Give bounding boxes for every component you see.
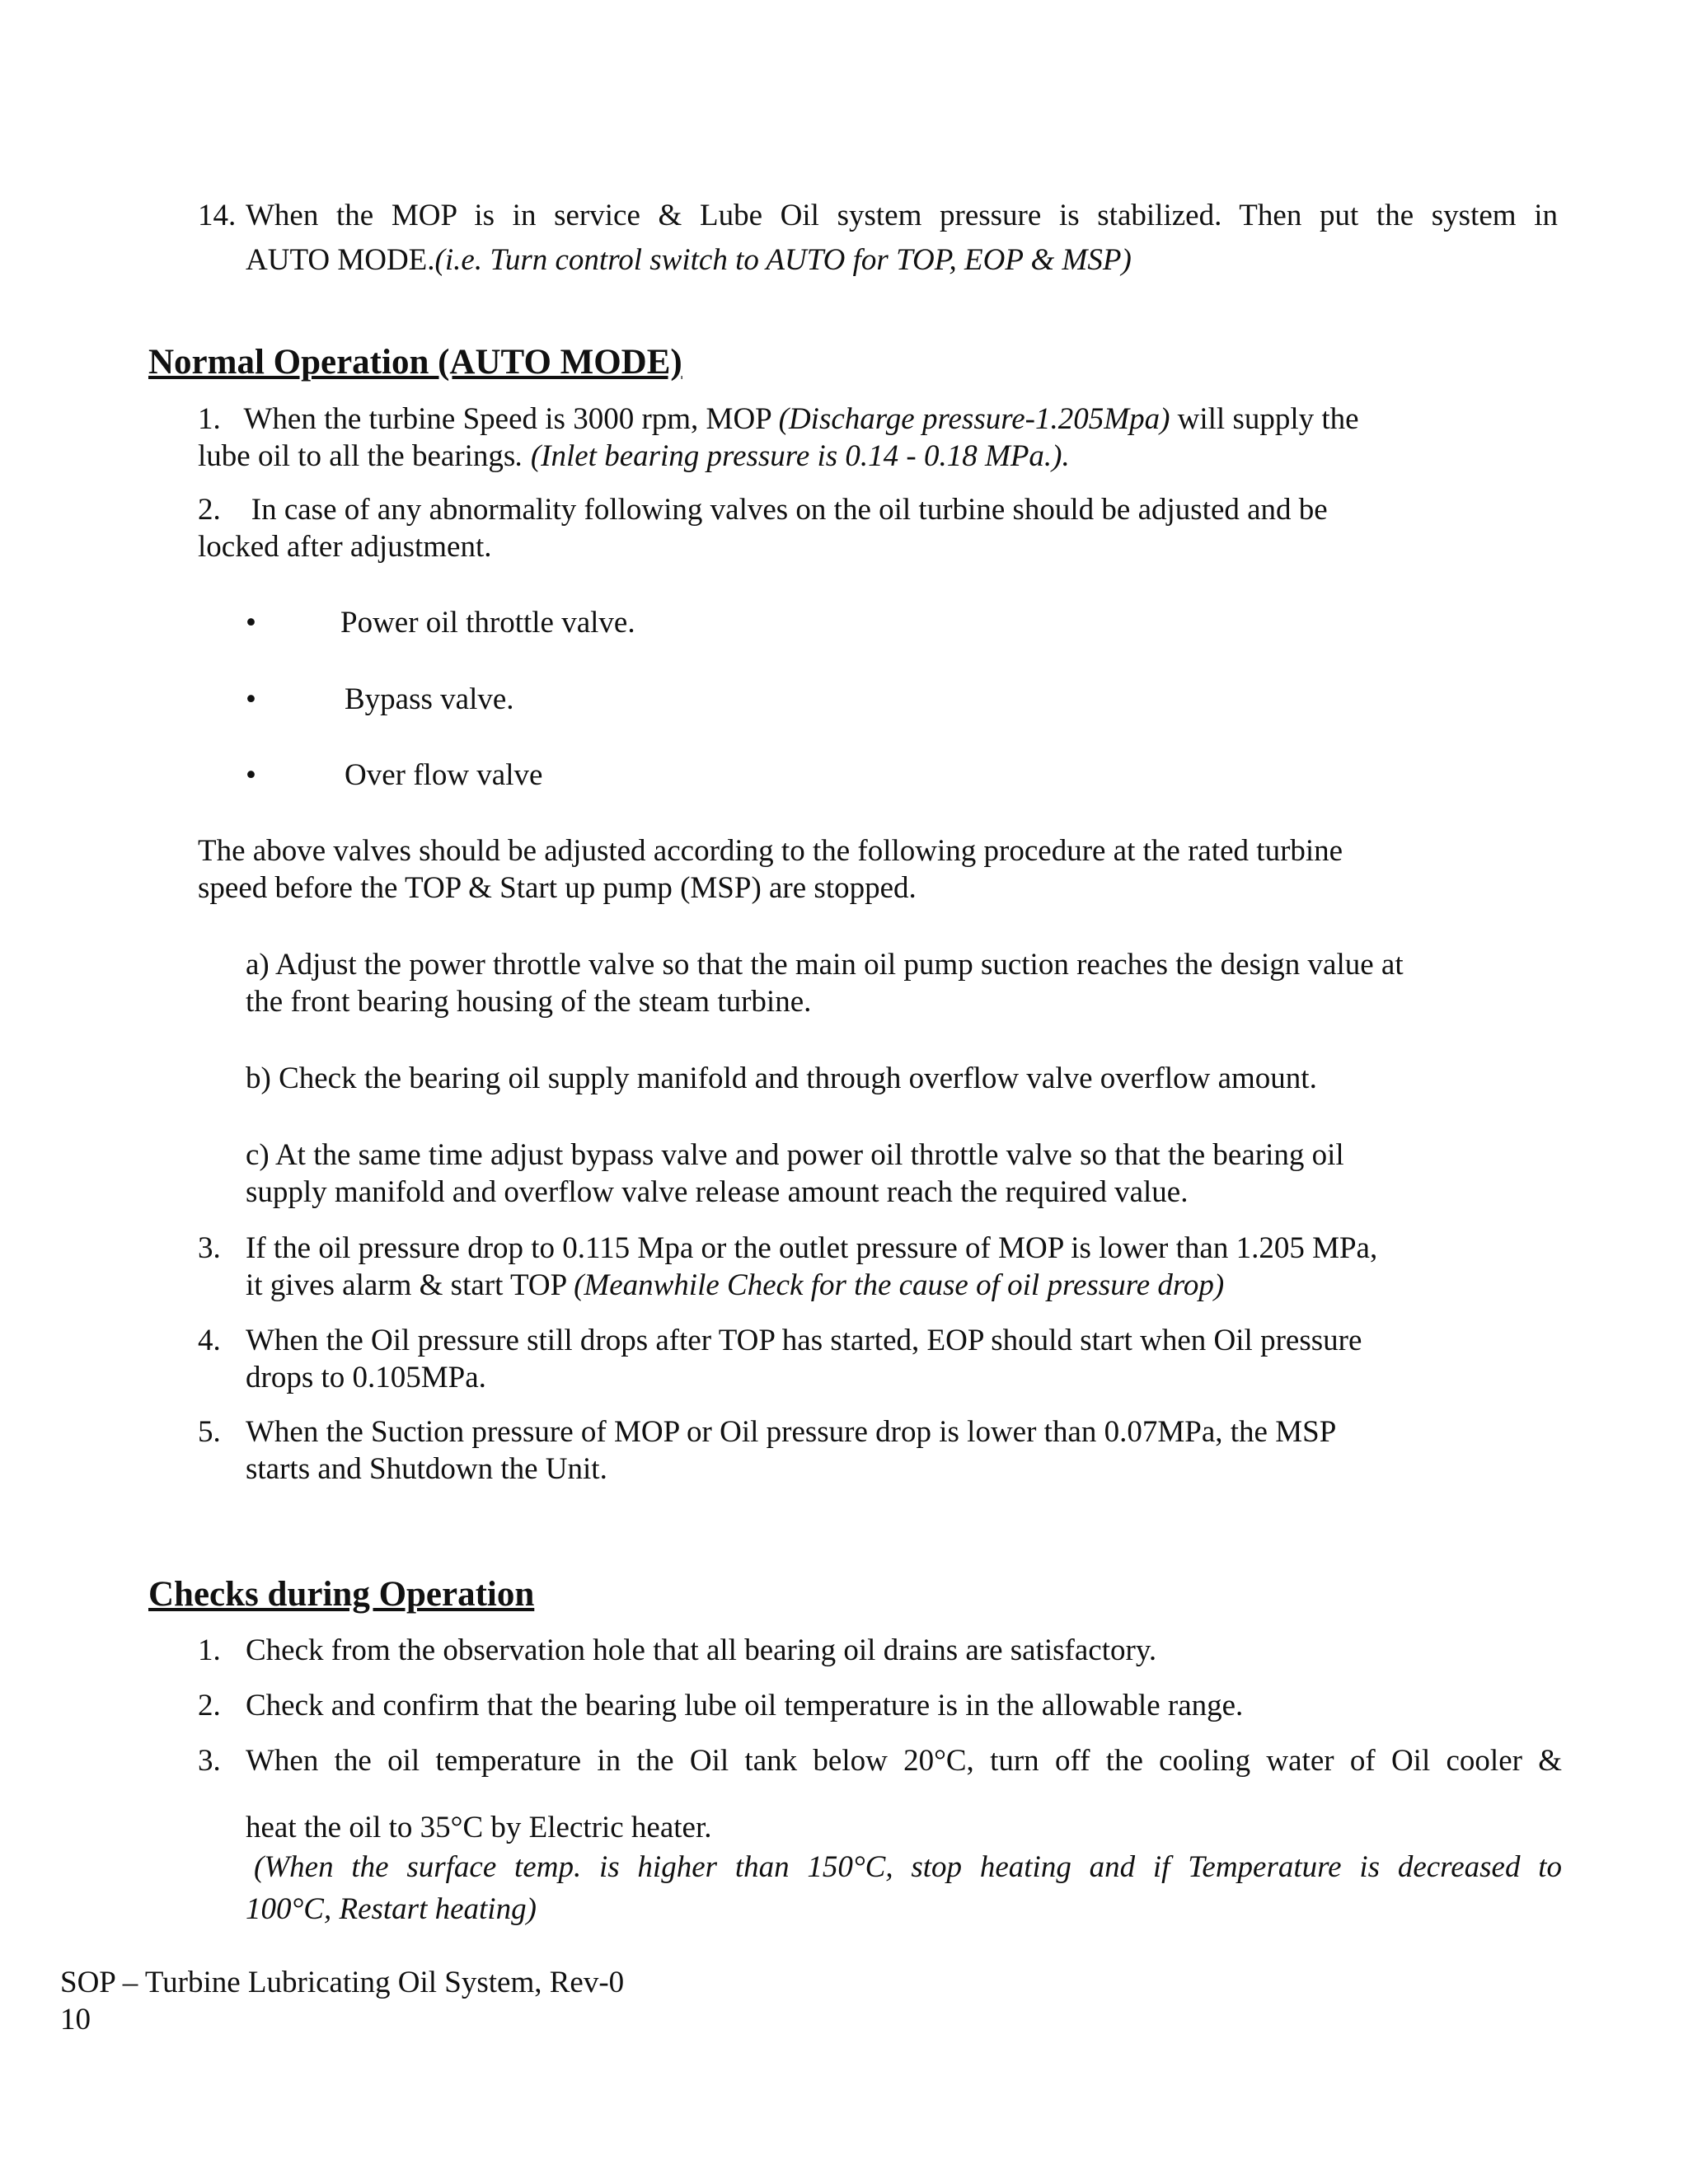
section-heading-normal-operation: Normal Operation (AUTO MODE) bbox=[148, 343, 682, 382]
normal-item5-line2: starts and Shutdown the Unit. bbox=[246, 1452, 607, 1486]
normal-item1-line2-note: (Inlet bearing pressure is 0.14 - 0.18 MPa.). bbox=[530, 439, 1070, 473]
step-c-line2: supply manifold and overflow valve release amount reach the required value. bbox=[246, 1175, 1189, 1209]
normal-item1-text-a: When the turbine Speed is 3000 rpm, MOP bbox=[243, 402, 779, 436]
step-b-line1: b) Check the bearing oil supply manifold and through overflow valve overflow amount. bbox=[246, 1062, 1317, 1095]
checks-item3-line1: When the oil temperature in the Oil tank below 20°C, turn off the cooling water of Oil cooler & bbox=[246, 1744, 1562, 1778]
bullet-item: Bypass valve. bbox=[345, 682, 514, 716]
normal-item1-line2-dot: . bbox=[515, 439, 531, 473]
checks-item3-note-line1: (When the surface temp. is higher than 150°C, stop heating and if Temperature is decreased to bbox=[254, 1850, 1562, 1884]
step-c-line1: c) At the same time adjust bypass valve and power oil throttle valve so that the bearing oil bbox=[246, 1138, 1344, 1172]
normal-item2-text: In case of any abnormality following valves on the oil turbine should be adjusted and be bbox=[251, 493, 1328, 527]
page-number: 10 bbox=[60, 2003, 91, 2036]
normal-item2-line1 bbox=[198, 491, 1328, 528]
list-number: 1. bbox=[198, 402, 221, 436]
normal-item1-text-b: will supply the bbox=[1170, 402, 1359, 436]
step-a-line2: the front bearing housing of the steam turbine. bbox=[246, 985, 812, 1019]
bullet-icon: • bbox=[246, 758, 256, 792]
bullet-icon: • bbox=[246, 682, 256, 716]
item14-line2 bbox=[246, 241, 1132, 279]
normal-item2-line2: locked after adjustment. bbox=[198, 530, 492, 564]
normal-item5-line1: When the Suction pressure of MOP or Oil pressure drop is lower than 0.07MPa, the MSP bbox=[246, 1415, 1337, 1449]
bullet-item: Over flow valve bbox=[345, 758, 543, 792]
list-number: 2. bbox=[198, 1689, 221, 1722]
checks-item3-note-line2: 100°C, Restart heating) bbox=[246, 1892, 537, 1926]
list-number: 5. bbox=[198, 1415, 221, 1449]
normal-item3-line2-note: (Meanwhile Check for the cause of oil pressure drop) bbox=[574, 1268, 1225, 1302]
item14-line2-text: AUTO MODE. bbox=[246, 243, 435, 277]
normal-item3-line2-text: it gives alarm & start TOP bbox=[246, 1268, 574, 1302]
bullet-item: Power oil throttle valve. bbox=[340, 606, 635, 640]
procedure-intro-line1: The above valves should be adjusted according to the following procedure at the rated turbine bbox=[198, 834, 1343, 868]
normal-item1-note: (Discharge pressure-1.205Mpa) bbox=[778, 402, 1170, 436]
list-number: 3. bbox=[198, 1231, 221, 1265]
list-number: 4. bbox=[198, 1324, 221, 1357]
checks-item3-line2: heat the oil to 35°C by Electric heater. bbox=[246, 1811, 712, 1844]
procedure-intro-line2: speed before the TOP & Start up pump (MSP) are stopped. bbox=[198, 871, 917, 905]
list-number: 3. bbox=[198, 1744, 221, 1778]
normal-item1-line1 bbox=[198, 401, 1359, 438]
list-number: 1. bbox=[198, 1633, 221, 1667]
list-number: 14. bbox=[198, 199, 237, 232]
normal-item4-line1: When the Oil pressure still drops after TOP has started, EOP should start when Oil pressure bbox=[246, 1324, 1362, 1357]
bullet-icon: • bbox=[246, 606, 256, 640]
normal-item4-line2: drops to 0.105MPa. bbox=[246, 1361, 486, 1394]
step-a-line1: a) Adjust the power throttle valve so that the main oil pump suction reaches the design value at bbox=[246, 948, 1404, 982]
item14-line2-note: (i.e. Turn control switch to AUTO for TOP, EOP & MSP) bbox=[434, 243, 1132, 277]
checks-item1: Check from the observation hole that all bearing oil drains are satisfactory. bbox=[246, 1633, 1157, 1667]
normal-item1-line2-text: lube oil to all the bearings bbox=[198, 439, 516, 473]
item14-line1: When the MOP is in service & Lube Oil system pressure is stabilized. Then put the system in bbox=[246, 199, 1558, 232]
footer-title: SOP – Turbine Lubricating Oil System, Rev-0 bbox=[60, 1966, 625, 1999]
section-heading-checks: Checks during Operation bbox=[148, 1575, 535, 1614]
list-number: 2. bbox=[198, 493, 221, 527]
normal-item3-line2 bbox=[246, 1267, 1224, 1304]
checks-item2: Check and confirm that the bearing lube oil temperature is in the allowable range. bbox=[246, 1689, 1244, 1722]
normal-item1-line2 bbox=[198, 438, 1070, 475]
normal-item3-line1: If the oil pressure drop to 0.115 Mpa or the outlet pressure of MOP is lower than 1.205 MPa, bbox=[246, 1231, 1378, 1265]
